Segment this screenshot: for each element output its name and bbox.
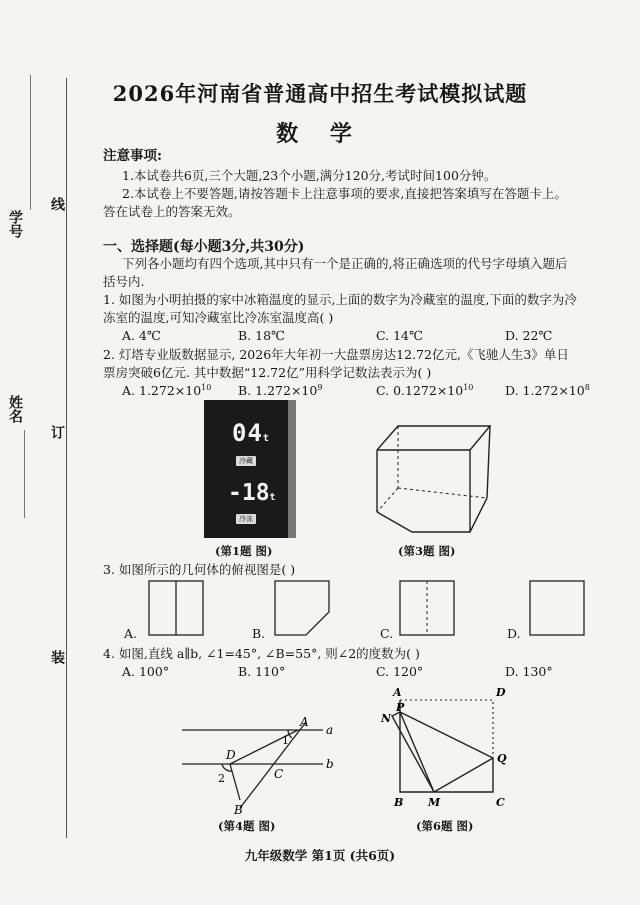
fig4-transversal [240, 722, 306, 808]
cut-line-label-2: 订 [49, 425, 65, 439]
q1-option-a: A. 4℃ [122, 328, 161, 343]
fig6-triangle-pnm [392, 712, 434, 792]
exam-title: 2026年河南省普通高中招生考试模拟试题 [112, 81, 528, 106]
q2-option-b: B. $1.272\times 10^9$ [238, 383, 323, 399]
fig6-segment-qm [434, 758, 493, 792]
cut-line-label-3: 装 [49, 650, 65, 664]
section-1-heading: 一、选择题(每小题3分,共30分) [103, 239, 305, 255]
fig6-label-P: P [396, 701, 405, 714]
fig6-label-A: A [393, 686, 402, 699]
fig4-label-b: b [326, 757, 334, 771]
fig6-label-M: M [428, 796, 441, 809]
notice-item-2-line-2: 答在试卷上的答案无效。 [103, 204, 241, 219]
q2-option-d: D. $1.272\times 10^8$ [505, 383, 590, 399]
fig6-caption: (第6题 图) [416, 819, 474, 833]
q3-option-b-figure [274, 580, 330, 636]
q1-stem-line-2: 冻室的温度,可知冷藏室比冷冻室温度高( ) [103, 310, 334, 325]
fig4-label-A: A [300, 715, 309, 729]
q4-option-a: A. 100° [122, 664, 170, 679]
cut-line-label-1: 线 [49, 197, 65, 211]
q1-option-b: B. 18℃ [238, 328, 286, 343]
fig4-segment-db [230, 764, 240, 800]
notice-item-1: 1.本试卷共6页,三个大题,23个小题,满分120分,考试时间100分钟。 [122, 168, 497, 183]
q3-option-d: D. [507, 626, 521, 641]
q2-stem-line-2: 票房突破6亿元. 其中数据“12.72亿”用科学记数法表示为( ) [103, 365, 432, 380]
exam-subject: 数 学 [276, 121, 364, 147]
fig6-dashed-edges [400, 700, 493, 758]
section-1-intro-line-1: 下列各小题均有四个选项,其中只有一个是正确的,将正确选项的代号字母填入题后 [122, 256, 568, 271]
fig4-caption: (第4题 图) [218, 819, 276, 833]
fig4-label-D: D [226, 748, 236, 762]
notice-item-2-line-1: 2.本试卷上不要答题,请按答题卡上注意事项的要求,直接把答案填写在答题卡上。 [122, 186, 567, 201]
fig4-label-angle-2: 2 [218, 772, 225, 785]
fig1-fridge-photo [204, 400, 296, 538]
fig6-square-fold-diagram [378, 684, 513, 814]
fig4-parallel-lines-diagram [178, 712, 343, 817]
q4-option-d: D. 130° [505, 664, 553, 679]
fig3-hidden-left [377, 488, 398, 512]
q1-option-c: C. 14℃ [376, 328, 423, 343]
fig3-solid-diagram [372, 418, 492, 540]
q3-option-d-figure [529, 580, 585, 636]
fig3-top-face [377, 426, 490, 450]
fig4-label-B: B [234, 803, 243, 817]
q3-option-a: A. [124, 626, 138, 641]
fig4-label-a: a [326, 723, 334, 737]
fig1-caption: (第1题 图) [215, 544, 273, 558]
fig4-label-angle-1: 1 [282, 734, 289, 747]
fig3-back-right-edge [487, 426, 490, 498]
name-label: 姓名 [7, 395, 23, 423]
fig6-label-N: N [381, 712, 392, 725]
q3-option-a-figure [148, 580, 204, 636]
q2-option-a: A. $1.272\times 10^{10}$ [122, 383, 212, 399]
student-id-label: 学号 [7, 210, 23, 238]
q3-option-c: C. [380, 626, 394, 641]
fig6-solid-edges [400, 712, 493, 792]
q1-stem-line-1: 1. 如图为小明拍摄的家中冰箱温度的显示,上面的数字为冷藏室的温度,下面的数字为冷 [103, 292, 577, 307]
fig1-bottom-tag: 冷冻 [236, 514, 256, 524]
fig1-fridge-edge [288, 400, 296, 538]
fig4-label-C: C [274, 767, 284, 781]
page-footer: 九年级数学 第1页 (共6页) [244, 848, 396, 863]
name-blank [24, 430, 25, 518]
fig3-hidden-back [398, 488, 487, 498]
fig1-bottom-display: -18t [228, 480, 276, 506]
fig6-label-Q: Q [497, 752, 507, 765]
section-1-intro-line-2: 括号内. [103, 274, 145, 289]
fig6-label-D: D [496, 686, 506, 699]
notice-heading: 注意事项: [103, 148, 162, 164]
fig6-segment-pq [400, 712, 493, 758]
q4-option-c: C. 120° [376, 664, 424, 679]
q3-option-c-figure [399, 580, 455, 636]
q2-stem-line-1: 2. 灯塔专业版数据显示, 2026年大年初一大盘票房达12.72亿元,《飞驰人生3》单日 [103, 347, 569, 362]
q4-stem: 4. 如图,直线 a∥b, ∠1=45°, ∠B=55°, 则∠2的度数为( ) [103, 646, 420, 661]
q3-stem: 3. 如图所示的几何体的俯视图是( ) [103, 562, 296, 577]
q4-option-b: B. 110° [238, 664, 286, 679]
fig1-top-tag: 冷藏 [236, 456, 256, 466]
fig6-label-C: C [496, 796, 505, 809]
fig1-top-display: 04t [232, 419, 270, 447]
q2-option-c: C. $0.1272\times 10^{10}$ [376, 383, 474, 399]
binding-line [66, 78, 67, 838]
q1-option-d: D. 22℃ [505, 328, 553, 343]
q3-option-b: B. [252, 626, 266, 641]
fig6-label-B: B [394, 796, 404, 809]
fig3-caption: (第3题 图) [398, 544, 456, 558]
